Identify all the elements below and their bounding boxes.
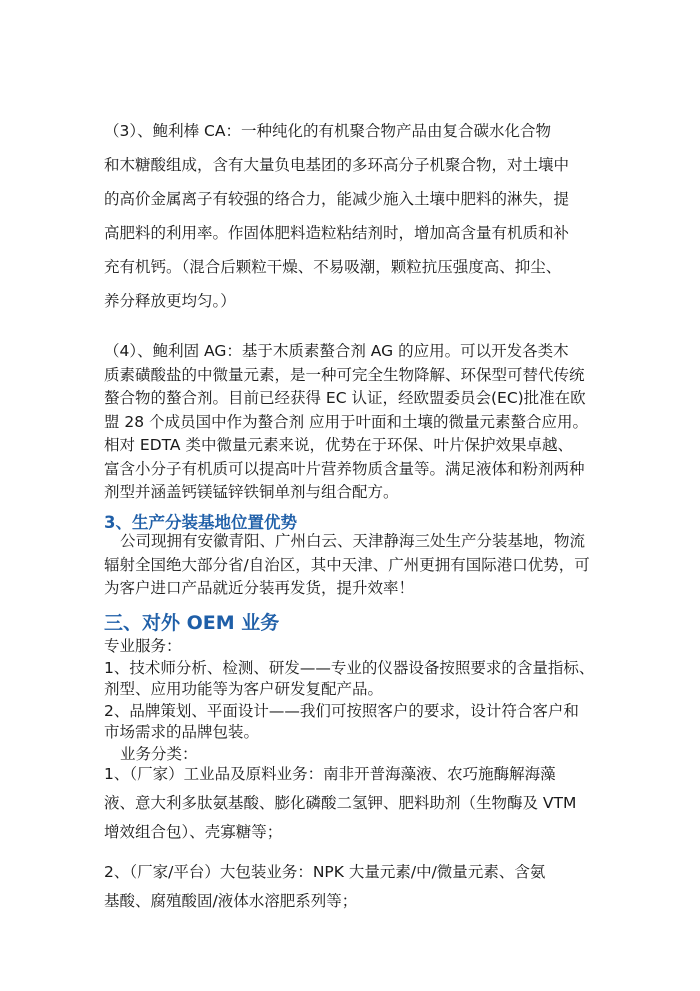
- text-line: 充有机钙。（混合后颗粒干燥、不易吸潮，颗粒抗压强度高、抑尘、: [104, 258, 562, 276]
- text-line: 基酸、腐殖酸固/液体水溶肥系列等；: [104, 892, 358, 910]
- text-line: 专业服务：: [104, 637, 182, 655]
- text-line: 液、意大利多肽氨基酸、膨化磷酸二氢钾、肥料助剂（生物酶及 VTM: [104, 794, 577, 812]
- paragraph-oem-services: [104, 636, 664, 765]
- text-line: 公司现拥有安徽青阳、广州白云、天津静海三处生产分装基地，物流: [120, 532, 586, 550]
- text-line: 高肥料的利用率。作固体肥料造粒粘结剂时，增加高含量有机质和补: [104, 224, 570, 242]
- text-line: 2、品牌策划、平面设计——我们可按照客户的要求，设计符合客户和: [104, 701, 579, 720]
- text-line: （4）、鲍利固 AG：基于木质素螯合剂 AG 的应用。可以开发各类木: [104, 342, 569, 360]
- text-line: 养分释放更均匀。）: [104, 292, 236, 310]
- text-line: 和木糖酸组成，含有大量负电基团的多环高分子机聚合物，对土壤中: [104, 156, 570, 174]
- text-line: 质素磺酸盐的中微量元素，是一种可完全生物降解、环保型可替代传统: [104, 365, 585, 384]
- text-line: 螯合物的螯合剂。目前已经获得 EC 认证，经欧盟委员会(EC)批准在欧: [104, 389, 586, 407]
- paragraph-bolibang-ca: [104, 114, 664, 318]
- text-line: 剂型并涵盖钙镁锰锌铁铜单剂与组合配方。: [104, 483, 399, 501]
- text-line: 相对 EDTA 类中微量元素来说，优势在于环保、叶片保护效果卓越、: [104, 436, 573, 454]
- paragraph-boligu-ag: [104, 340, 664, 505]
- text-line: 辐射全国绝大部分省/自治区，其中天津、广州更拥有国际港口优势，可: [104, 555, 590, 574]
- text-line: 市场需求的品牌包装。: [104, 723, 260, 741]
- heading-oem-business: 三、对外 OEM 业务: [104, 612, 280, 634]
- text-line: 1、（厂家）工业品及原料业务：南非开普海藻液、农巧施酶解海藻: [104, 765, 556, 783]
- text-line: 富含小分子有机质可以提高叶片营养物质含量等。满足液体和粉剂两种: [104, 459, 585, 478]
- text-line: 为客户进口产品就近分装再发货，提升效率！: [104, 579, 415, 597]
- text-line: 盟 28 个成员国中作为螯合剂 应用于叶面和土壤的微量元素螯合应用。: [104, 412, 589, 431]
- heading-production-base: 3、生产分装基地位置优势: [104, 513, 297, 532]
- paragraph-business-2: [104, 858, 664, 916]
- paragraph-business-1: [104, 760, 664, 847]
- text-line: 的高价金属离子有较强的络合力，能减少施入土壤中肥料的淋失，提: [104, 190, 570, 208]
- text-line: 剂型、应用功能等为客户研发复配产品。: [104, 680, 384, 698]
- text-line: 业务分类：: [120, 744, 198, 763]
- text-line: 1、技术师分析、检测、研发——专业的仪器设备按照要求的含量指标、: [104, 658, 595, 677]
- text-line: 增效组合包）、壳寡糖等；: [104, 823, 283, 841]
- text-line: 2、（厂家/平台）大包装业务：NPK 大量元素/中/微量元素、含氨: [104, 863, 546, 881]
- text-line: （3）、鲍利棒 CA：一种纯化的有机聚合物产品由复合碳水化合物: [104, 122, 551, 140]
- paragraph-production-base: [104, 530, 664, 601]
